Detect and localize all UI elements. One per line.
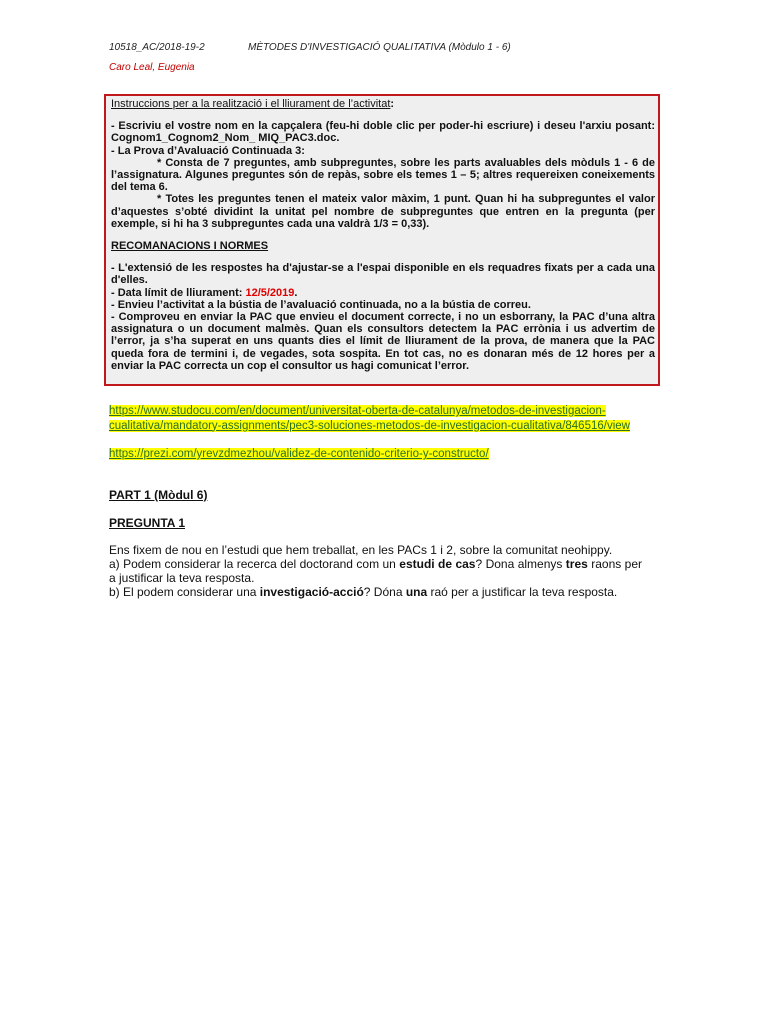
question-intro: Ens fixem de nou en l’estudi que hem treballat, en les PACs 1 i 2, sobre la comunitat neohippy. [109, 543, 613, 557]
part-heading: PART 1 (Mòdul 6) [109, 488, 208, 502]
instruction-pac3: - La Prova d’Avaluació Continuada 3: [111, 144, 305, 157]
prezi-link[interactable]: https://prezi.com/yrevzdmezhou/validez-de-contenido-criterio-y-constructo/ [109, 448, 489, 460]
recommendations-heading: RECOMANACIONS I NORMES [111, 240, 269, 253]
header-title: MÈTODES D'INVESTIGACIÓ QUALITATIVA (Mòdulo 1 - 6) [248, 42, 511, 53]
instruction-scoring: * Totes les preguntes tenen el mateix valor màxim, 1 punt. Quan hi ha subpreguntes el valor d’aquestes s’obté dividint la unitat pel nombre de subpreguntes que entren en la pregunta (per exemple, si hi ha 3 subpreguntes cada una valdrà 1/3 = 0,33). [111, 193, 655, 230]
deadline-date: 12/5/2019 [245, 286, 295, 299]
instructions-heading: Instruccions per a la realització i el lliurament de l’activitat: [111, 98, 395, 110]
header-code: 10518_AC/2018-19-2 [109, 42, 205, 53]
question-body [109, 543, 642, 599]
question-a: a) Podem considerar la recerca del doctorand com un estudi de cas? Dona almenys tres raons per a justificar la teva resposta. [109, 557, 643, 585]
question-b: b) El podem considerar una investigació-acció? Dóna una raó per a justificar la teva resposta. [109, 585, 618, 599]
norm-mailbox: - Envieu l’activitat a la bústia de l’avaluació continuada, no a la bústia de correu. [111, 298, 531, 311]
studocu-link[interactable]: https://www.studocu.com/en/document/universitat-oberta-de-catalunya/metodos-de-investigacion-cualitativa/mandatory-assignments/pec3-soluciones-metodos-de-investigacion-cualitativa/846516/view [109, 405, 630, 432]
instruction-name-file: - Escriviu el vostre nom en la capçalera (feu-hi doble clic per poder-hi escriure) i deseu l'arxiu posant: Cognom1_Cognom2_Nom_ MIQ_PAC3.doc. [111, 120, 655, 145]
reference-links [109, 404, 644, 462]
instructions-box [104, 94, 660, 386]
norm-correct-file: - Comproveu en enviar la PAC que envieu el document correcte, i no un esborrany, la PAC d’una altra assignatura o un document malmès. Quan els consultors detectem la PAC errònia i us advertim de l’error, ja s’ha superat en uns quants dies el límit de lliurament de la prova, de manera que la PAC queda fora de termini i, de vegades, sota sospita. En tot cas, no es donaran més de 12 hores per a enviar la PAC correcta un cop el consultor us hagi comunicat l’error. [111, 311, 655, 372]
norm-length: - L'extensió de les respostes ha d'ajustar-se a l'espai disponible en els requadres fixats per a cada una d'elles. [111, 262, 655, 287]
instruction-questions: * Consta de 7 preguntes, amb subpreguntes, sobre les parts avaluables dels mòduls 1 - 6 de l’assignatura. Algunes preguntes són de repàs, sobre els temes 1 – 5; altres requereixen coneixements del tema 6. [111, 156, 655, 194]
norm-deadline: - Data límit de lliurament: 12/5/2019. [111, 286, 298, 299]
author-name[interactable]: Caro Leal, Eugenia [109, 62, 195, 73]
question-heading: PREGUNTA 1 [109, 516, 186, 530]
